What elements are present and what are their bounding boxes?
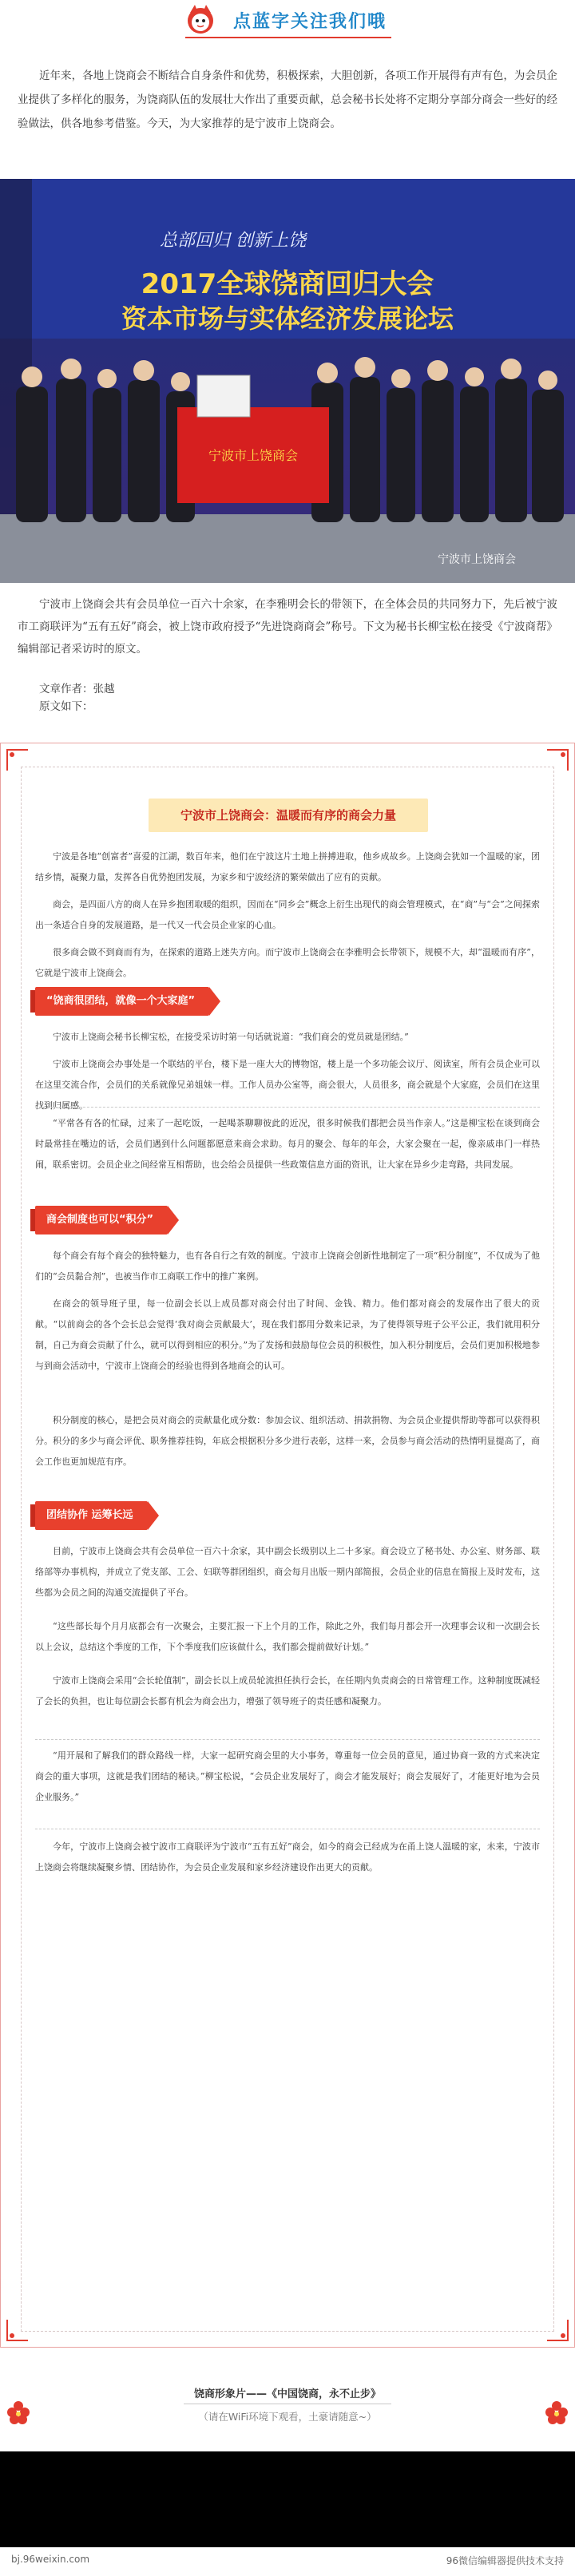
article-origin: 原文如下：: [39, 700, 93, 713]
photo-banner-line2: 资本市场与实体经济发展论坛: [121, 303, 454, 334]
divider: [35, 1739, 540, 1740]
article-paragraph: 宁波市上饶商会秘书长柳宝松，在接受采访时第一句话就说道：“我们商会的党员就是团结。”: [53, 1032, 409, 1042]
section-heading-points: 商会制度也可以“积分”: [35, 1206, 168, 1234]
article-paragraph: 目前，宁波市上饶商会共有会员单位一百六十余家，其中副会长级别以上二十多家。商会设立了秘书处、办公室、财务部、联络部等办事机构，并成立了党支部、工会、妇联等群团组织，商会每月出版一期内部简报，会员企业的信息在简报上及时发布，这些都为会员之间的沟通交流提供了平台。: [35, 1546, 540, 1598]
article-paragraph: 很多商会做不到商而有为，在探索的道路上迷失方向。而宁波市上饶商会在李雅明会长带领下，规模不大，却“温暖而有序”，它就是宁波市上饶商会。: [35, 947, 540, 978]
article-paragraph: 今年，宁波市上饶商会被宁波市工商联评为宁波市“五有五好”商会，如今的商会已经成为在甬上饶人温暖的家，未来，宁波市上饶商会将继续凝聚乡情、团结协作，为会员企业发展和家乡经济建设作出更大的贡献。: [35, 1841, 540, 1873]
article-paragraph: 宁波市上饶商会采用“会长轮值制”，副会长以上成员轮流担任执行会长，在任期内负责商会的日常管理工作。这种制度既减轻了会长的负担，也让每位副会长都有机会为商会出力，增强了领导班子的责任感和凝聚力。: [35, 1675, 540, 1706]
article-paragraph: “用开展和了解我们的群众路线一样，大家一起研究商会里的大小事务，尊重每一位会员的意见，通过协商一致的方式来决定商会的重大事项，这就是我们团结的秘诀。”柳宝松说，“会员企业发展好了，商会才能发展好；商会发展好了，才能更好地为会员企业服务。”: [35, 1750, 540, 1802]
section-heading-cooperation: 团结协作 运筹长远: [35, 1501, 148, 1530]
intro-paragraph: 近年来，各地上饶商会不断结合自身条件和优势，积极探索，大胆创新，各项工作开展得有声有色，为会员企业提供了多样化的服务，为饶商队伍的发展壮大作出了重要贡献，总会秘书长处将不定期分享部分商会一些好的经验做法，供各地参考借鉴。今天，为大家推荐的是宁波市上饶商会。: [18, 69, 557, 130]
footer-link[interactable]: bj.96weixin.com: [11, 2554, 90, 2565]
film-subtitle: （请在WiFi环境下观看，土豪请随意~）: [198, 2411, 377, 2423]
section-heading-unity: “饶商很团结，就像一个大家庭”: [35, 987, 209, 1016]
article-author: 文章作者：张越: [39, 683, 115, 696]
article-paragraph: 每个商会有每个商会的独特魅力，也有各自行之有效的制度。宁波市上饶商会创新性地制定了一项“积分制度”，不仅成为了他们的“会员黏合剂”，也被当作市工商联工作中的推广案例。: [35, 1250, 540, 1282]
mascot-icon: [184, 3, 217, 37]
photo-slogan: 总部回归 创新上饶: [160, 231, 306, 251]
follow-us-title[interactable]: 点蓝字关注我们哦: [233, 12, 387, 32]
footer-credit: 96微信编辑器提供技术支持: [446, 2555, 564, 2566]
film-section: [0, 2364, 575, 2451]
article-paragraph: 宁波市上饶商会办事处是一个联结的平台，楼下是一座大大的博物馆，楼上是一个多功能会议厅、阅读室，所有会员企业可以在这里交流合作，会员们的关系就像兄弟姐妹一样。工作人员办公室等，商会很大，人员很多，商会就是个大家庭，会员们在这里找到归属感。: [35, 1059, 540, 1111]
article-title: 宁波市上饶商会：温暖而有序的商会力量: [180, 808, 396, 822]
article-paragraph: 积分制度的核心，是把会员对商会的贡献量化成分数：参加会议、组织活动、捐款捐物、为会员企业提供帮助等都可以获得积分。积分的多少与商会评优、职务推荐挂钩，年底会根据积分多少进行表彰，这样一来，会员参与商会活动的热情明显提高了，商会工作也更加规范有序。: [35, 1415, 540, 1467]
footer: [0, 2547, 575, 2576]
photo-banner-line1: 2017全球饶商回归大会: [141, 268, 434, 300]
divider: [35, 1107, 540, 1108]
article-paragraph: 在商会的领导班子里，每一位副会长以上成员都对商会付出了时间、金钱、精力。他们都对商会的发展作出了很大的贡献。“以前商会的各个会长总会觉得‘我对商会贡献最大’，现在我们都用分数来记录，为了使得领导班子公平公正，我们就用积分制，自己为商会贡献了什么，就可以得到相应的积分。”为了发扬和鼓励每位会员的积极性，加入积分制度后，会员们更加积极地参与到商会活动中，宁波市上饶商会的经验也得到各地商会的认可。: [35, 1298, 540, 1371]
article-paragraph: 商会，是四面八方的商人在异乡抱团取暖的组织，因而在“同乡会”概念上衍生出现代的商会管理模式，在“商”与“会”之间探索出一条适合自身的发展道路，是一代又一代会员企业家的心血。: [35, 899, 540, 930]
photo-watermark: 宁波市上饶商会: [438, 553, 516, 566]
article-paragraph: “这些部长每个月月底都会有一次聚会，主要汇报一下上个月的工作，除此之外，我们每月都会开一次理事会议和一次副会长以上会议，总结这个季度的工作，下个季度我们应该做什么，我们都会提前做好计划。”: [35, 1621, 540, 1652]
article-title-box: [149, 799, 428, 832]
flag-text: 宁波市上饶商会: [208, 448, 298, 463]
photo-caption: 宁波市上饶商会共有会员单位一百六十余家，在李雅明会长的带领下，在全体会员的共同努力下，先后被宁波市工商联评为“五有五好”商会，被上饶市政府授予“先进饶商商会”称号。下文为秘书长柳宝松在接受《宁波商帮》编辑部记者采访时的原文。: [18, 598, 557, 656]
article-paragraph: 宁波是各地“创富者”喜爱的江湖，数百年来，他们在宁波这片土地上拼搏进取，他乡成故乡。上饶商会犹如一个温暖的家，团结乡情，凝聚力量，发挥各自优势抱团发展，为家乡和宁波经济的繁荣做出了应有的贡献。: [35, 851, 540, 882]
title-underline: [185, 37, 391, 38]
video-player[interactable]: [0, 2451, 575, 2547]
film-title: 饶商形象片——《中国饶商，永不止步》: [193, 2388, 381, 2400]
article-paragraph: “平常各有各的忙碌，过来了一起吃饭，一起喝茶聊聊彼此的近况，很多时候我们都把会员当作亲人。”这是柳宝松在谈到商会时最常挂在嘴边的话，会员们遇到什么问题都愿意来商会求助。每月的聚会、每年的年会，大家会聚在一起，像亲戚串门一样热闹，联系密切。会员企业之间经常互相帮助，也会给会员提供一些政策信息方面的资讯，让大家在异乡少走弯路，共同发展。: [35, 1118, 540, 1170]
group-photo: [0, 179, 575, 583]
header-banner: [0, 0, 575, 42]
